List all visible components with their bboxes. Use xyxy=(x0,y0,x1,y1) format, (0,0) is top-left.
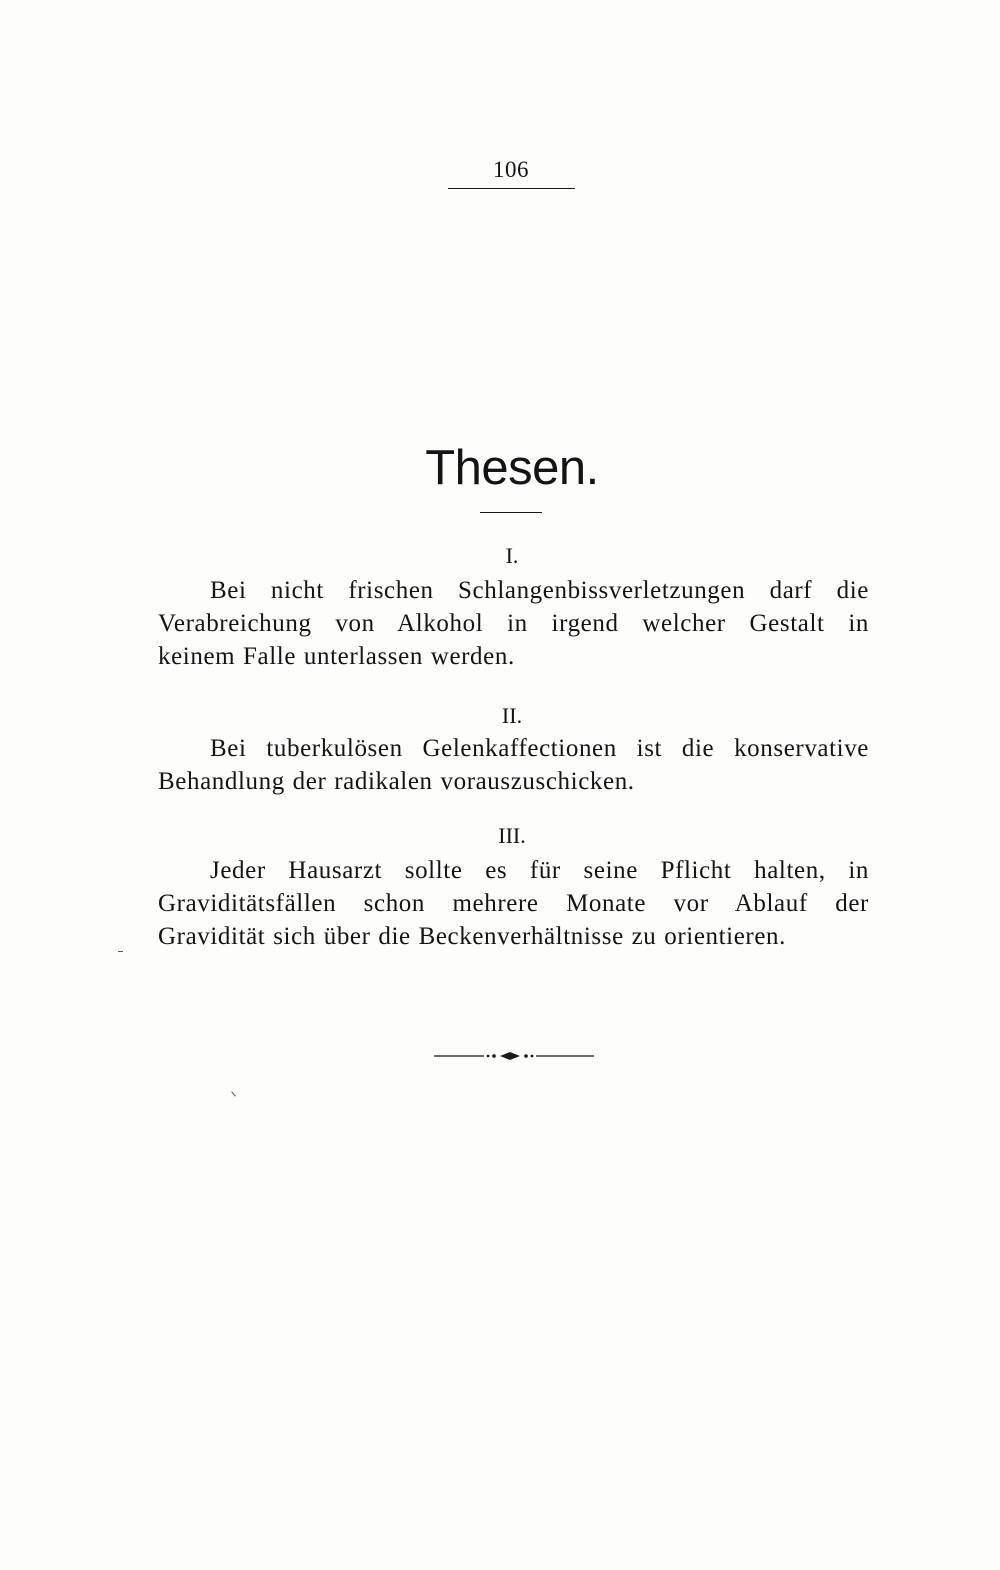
end-ornament xyxy=(434,1046,594,1066)
page-number: 106 xyxy=(493,157,529,182)
page-number-block xyxy=(0,156,1000,184)
thesis-2-text xyxy=(158,732,869,798)
thesis-2-numeral: II. xyxy=(501,703,523,728)
scan-speck xyxy=(231,1091,236,1096)
page-number-rule xyxy=(448,188,575,189)
scan-speck xyxy=(118,951,123,952)
thesis-1-text xyxy=(158,574,869,673)
thesis-1-line-2: Verabreichung von Alkohol in irgend welcher Gestalt in xyxy=(158,610,869,637)
thesis-3-text xyxy=(158,854,869,953)
heading-rule xyxy=(480,512,542,513)
thesis-3-line-2: Graviditätsfällen schon mehrere Monate vor Ablauf der xyxy=(158,890,869,917)
thesis-1-line-1: Bei nicht frischen Schlangenbissverletzungen darf die xyxy=(210,577,869,604)
thesis-2-line-1: Bei tuberkulösen Gelenkaffectionen ist die konservative xyxy=(210,735,869,762)
thesis-1-numeral: I. xyxy=(505,543,519,568)
thesis-3-numeral: III. xyxy=(498,823,526,848)
page-heading: Thesen. xyxy=(425,441,599,495)
thesis-2-line-2: Behandlung der radikalen vorauszuschicken. xyxy=(158,768,635,795)
thesis-3-line-1: Jeder Hausarzt sollte es für seine Pflicht halten, in xyxy=(210,857,869,884)
thesis-1-line-3: keinem Falle unterlassen werden. xyxy=(158,643,515,670)
thesis-3-line-3: Gravidität sich über die Beckenverhältnisse zu orientieren. xyxy=(158,923,786,950)
